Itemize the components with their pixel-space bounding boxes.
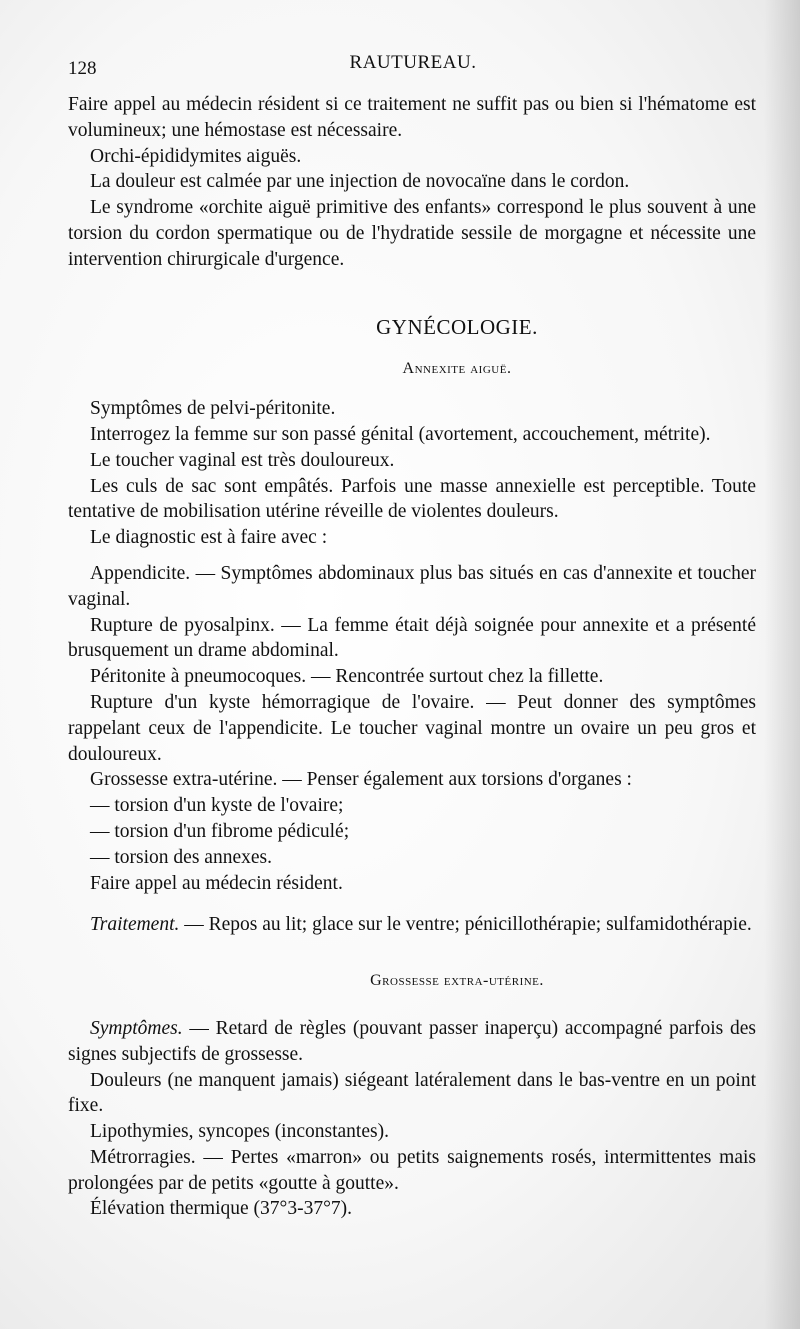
- paragraph: Lipothymies, syncopes (inconstantes).: [90, 1121, 389, 1143]
- symptomes-label: Symptômes.: [90, 1017, 183, 1039]
- paragraph: Rupture de pyosalpinx. — La femme était déjà soignée pour annexite et a présenté brusquement un drame abdominal.: [68, 614, 756, 662]
- page-header: [68, 50, 758, 80]
- page-body: [68, 92, 756, 1222]
- paragraph: Faire appel au médecin résident si ce traitement ne suffit pas ou bien si l'hématome est volumineux; une hémostase est nécessaire.: [68, 94, 756, 141]
- paragraph: Interrogez la femme sur son passé génital (avortement, accouchement, métrite).: [90, 423, 711, 445]
- subsection-title-annexite: Annexite aiguë.: [402, 360, 512, 378]
- paragraph: Le diagnostic est à faire avec :: [90, 527, 328, 549]
- paragraph: Métrorragies. — Pertes «marron» ou petits saignements rosés, intermittentes mais prolongées par de petits «goutte à goutte».: [68, 1146, 756, 1194]
- page-edge-shadow: [764, 0, 800, 1329]
- paragraph: Douleurs (ne manquent jamais) siégeant latéralement dans le bas-ventre en un point fixe.: [68, 1069, 756, 1117]
- paragraph: Les culs de sac sont empâtés. Parfois une masse annexielle est perceptible. Toute tentative de mobilisation utérine réveille de violentes douleurs.: [68, 475, 756, 523]
- paragraph-symptomes: [68, 1016, 756, 1068]
- paragraph: La douleur est calmée par une injection de novocaïne dans le cordon.: [90, 171, 630, 193]
- subsection-title-grossesse: Grossesse extra-utérine.: [370, 972, 544, 990]
- paragraph: Le syndrome «orchite aiguë primitive des enfants» correspond le plus souvent à une torsion du cordon spermatique ou de l'hydratide sessile de morgagne et nécessite une intervention chirurgicale d'urgence.: [68, 197, 756, 270]
- symptomes-text: — Retard de règles (pouvant passer inaperçu) accompagné parfois des signes subjectifs de grossesse.: [68, 1017, 756, 1065]
- list-item: — torsion des annexes.: [90, 846, 272, 868]
- traitement-text: — Repos au lit; glace sur le ventre; pénicillothérapie; sulfamidothérapie.: [179, 914, 752, 936]
- page-number: 128: [68, 58, 97, 79]
- paragraph: Le toucher vaginal est très douloureux.: [90, 449, 395, 471]
- paragraph-traitement: [68, 912, 756, 938]
- paragraph: Faire appel au médecin résident.: [90, 872, 343, 894]
- paragraph: Orchi-épididymites aiguës.: [90, 145, 302, 167]
- list-item: — torsion d'un kyste de l'ovaire;: [90, 795, 344, 817]
- paragraph: Rupture d'un kyste hémorragique de l'ovaire. — Peut donner des symptômes rappelant ceux de l'appendicite. Le toucher vaginal montre un ovaire un peu gros et douloureux.: [68, 691, 756, 765]
- paragraph: Appendicite. — Symptômes abdominaux plus bas situés en cas d'annexite et toucher vaginal.: [68, 562, 756, 610]
- paragraph: Symptômes de pelvi-péritonite.: [90, 398, 336, 420]
- section-title-gynecologie: GYNÉCOLOGIE.: [376, 314, 538, 339]
- traitement-label: Traitement.: [90, 914, 180, 936]
- paragraph: Grossesse extra-utérine. — Penser également aux torsions d'organes :: [90, 769, 632, 791]
- list-item: — torsion d'un fibrome pédiculé;: [90, 820, 350, 842]
- paragraph: Péritonite à pneumocoques. — Rencontrée surtout chez la fillette.: [90, 666, 604, 688]
- paragraph: Élévation thermique (37°3-37°7).: [90, 1198, 352, 1220]
- running-head: RAUTUREAU.: [349, 52, 477, 73]
